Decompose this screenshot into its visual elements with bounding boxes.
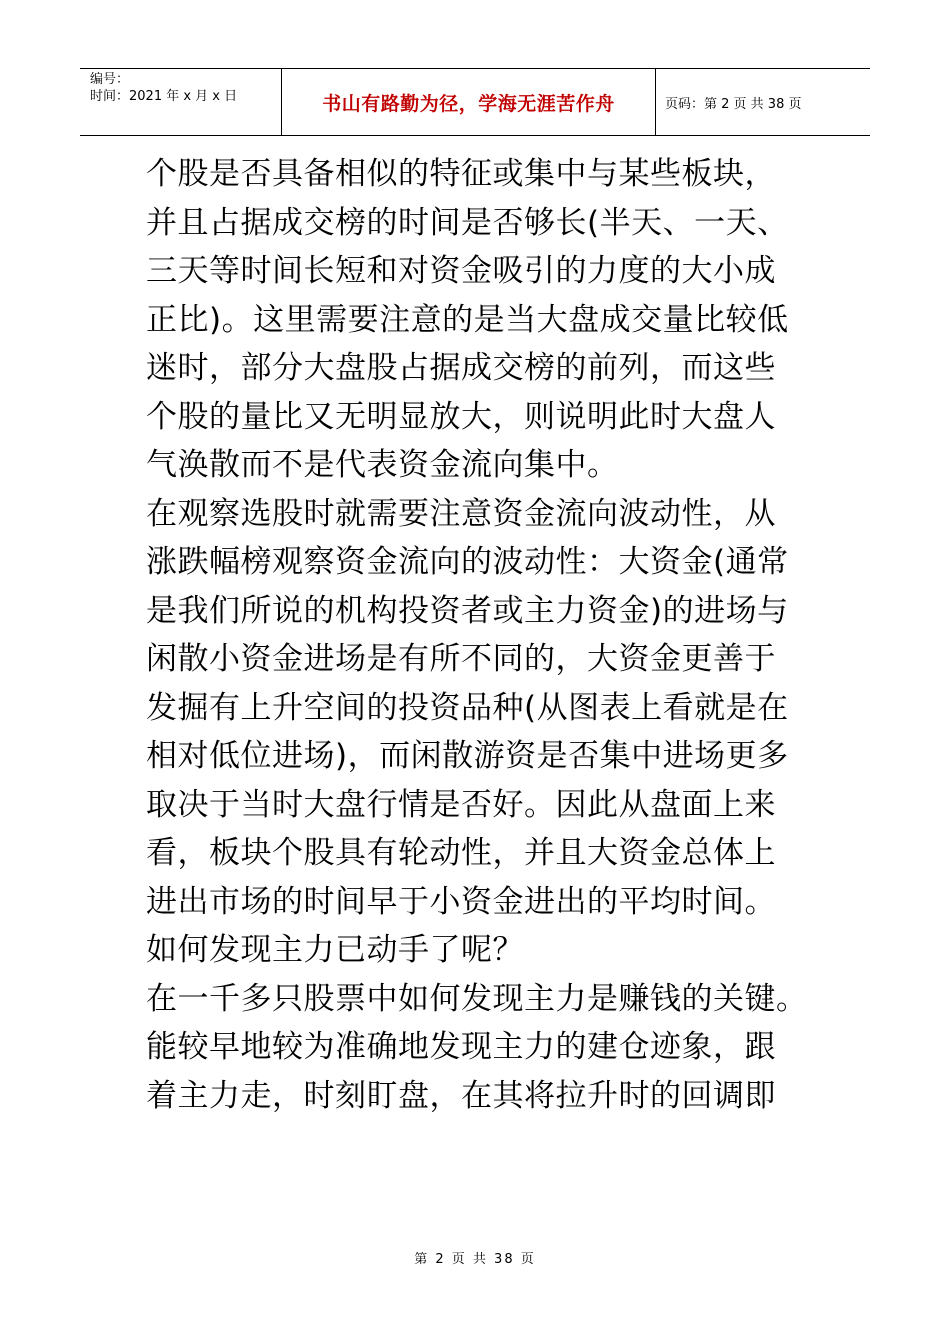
body-line: 个股的量比又无明显放大，则说明此时大盘人 <box>146 398 776 435</box>
body-line: 在观察选股时就需要注意资金流向波动性，从 <box>146 495 776 532</box>
body-line: 正比)。这里需要注意的是当大盘成交量比较低 <box>146 301 789 338</box>
document-date: 时间：2021 年 x 月 x 日 <box>90 89 238 104</box>
body-line: 取决于当时大盘行情是否好。因此从盘面上来 <box>146 786 776 823</box>
header-meta <box>80 69 282 135</box>
body-line: 着主力走，时刻盯盘，在其将拉升时的回调即 <box>146 1077 776 1114</box>
body-line: 相对低位进场)，而闲散游资是否集中进场更多 <box>146 738 789 774</box>
body-line: 在一千多只股票中如何发现主力是赚钱的关键。 <box>146 980 808 1017</box>
body-line: 发掘有上升空间的投资品种(从图表上看就是在 <box>146 689 789 726</box>
body-line: 进出市场的时间早于小资金进出的平均时间。 <box>146 883 776 920</box>
body-line: 气涣散而不是代表资金流向集中。 <box>146 447 619 483</box>
body-line: 闲散小资金进场是有所不同的，大资金更善于 <box>146 641 776 677</box>
page-header <box>80 68 870 136</box>
header-motto: 书山有路勤为径，学海无涯苦作舟 <box>282 69 656 135</box>
document-number-label: 编号： <box>90 72 130 87</box>
body-line: 个股是否具备相似的特征或集中与某些板块， <box>146 156 776 192</box>
body-line: 三天等时间长短和对资金吸引的力度的大小成 <box>146 253 776 289</box>
body-line: 看，板块个股具有轮动性，并且大资金总体上 <box>146 835 776 871</box>
body-line: 涨跌幅榜观察资金流向的波动性：大资金(通常 <box>146 544 789 580</box>
body-line: 迷时，部分大盘股占据成交榜的前列，而这些 <box>146 350 776 386</box>
section-heading: 如何发现主力已动手了呢？ <box>146 932 524 968</box>
document-body <box>146 150 806 1120</box>
header-page-info: 页码：第 2 页 共 38 页 <box>665 96 802 112</box>
body-line: 并且占据成交榜的时间是否够长(半天、一天、 <box>146 204 789 241</box>
page-footer: 第 2 页 共 38 页 <box>414 1252 536 1267</box>
body-line: 能较早地较为准确地发现主力的建仓迹象，跟 <box>146 1029 776 1065</box>
body-line: 是我们所说的机构投资者或主力资金)的进场与 <box>146 592 789 629</box>
